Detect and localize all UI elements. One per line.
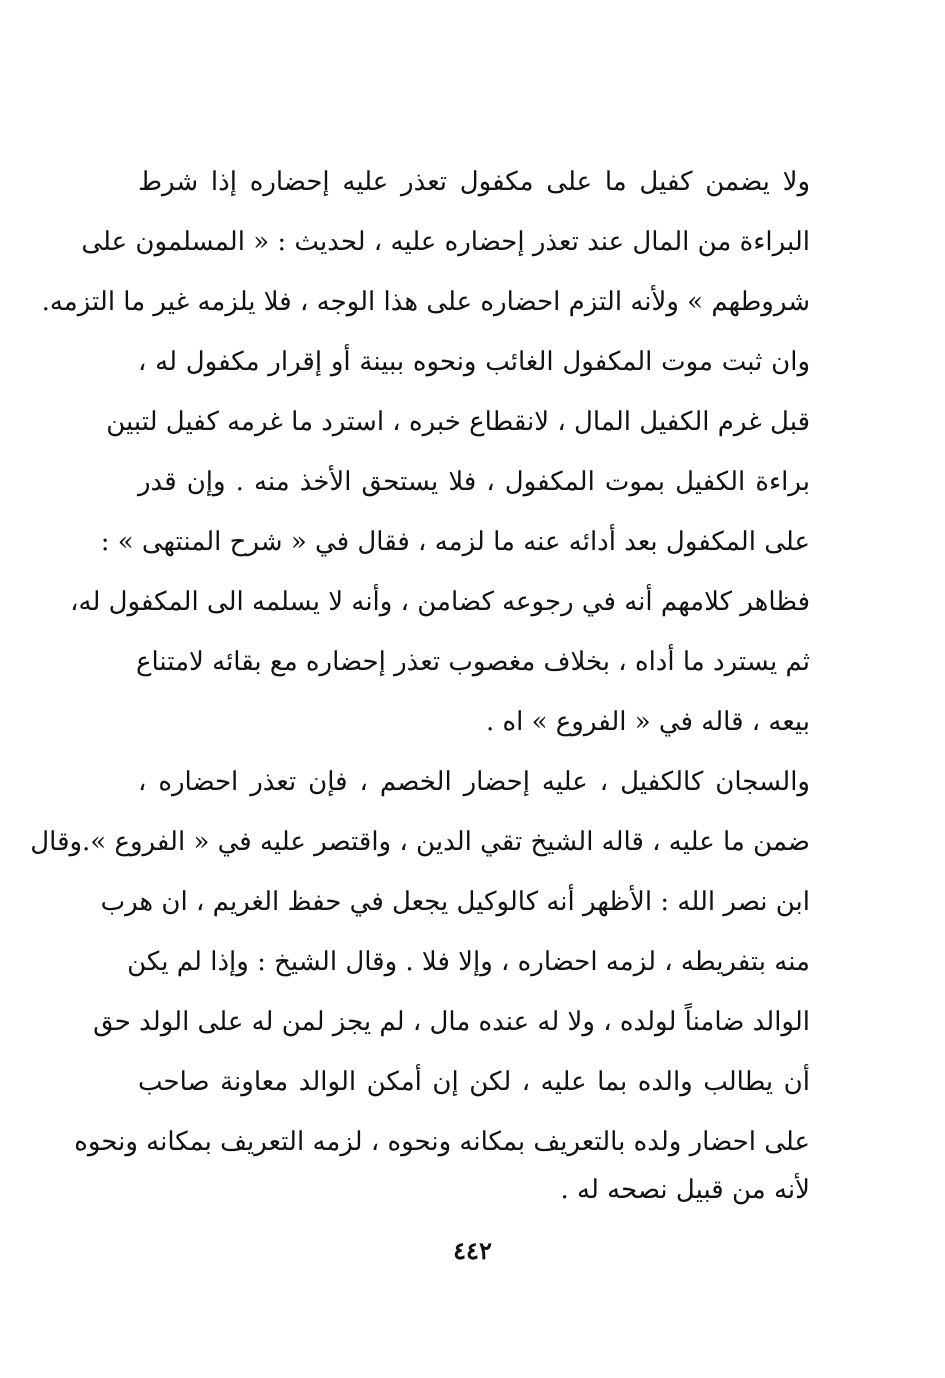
paragraph-1-line-2: البراءة من المال عند تعذر إحضاره عليه ، لحديث : « المسلمون على — [81, 227, 810, 257]
body-text — [30, 0, 810, 1378]
paragraph-1-line-8: فظاهر كلامهم أنه في رجوعه كضامن ، وأنه لا يسلمه الى المكفول له، — [70, 587, 810, 617]
paragraph-2-line-4: منه بتفريطه ، لزمه احضاره ، وإلا فلا . وقال الشيخ : وإذا لم يكن — [127, 947, 810, 977]
page-number: ٤٤٢ — [453, 1236, 492, 1265]
paragraph-2-line-6: أن يطالب والده بما عليه ، لكن إن أمكن الوالد معاونة صاحب — [138, 1067, 810, 1097]
paragraph-1-line-4: وان ثبت موت المكفول الغائب ونحوه ببينة أو إقرار مكفول له ، — [138, 347, 810, 377]
paragraph-1-line-3: شروطهم » ولأنه التزم احضاره على هذا الوجه ، فلا يلزمه غير ما التزمه. — [41, 287, 810, 317]
paragraph-1-line-9: ثم يسترد ما أداه ، بخلاف مغصوب تعذر إحضاره مع بقائه لامتناع — [135, 647, 810, 677]
paragraph-1-line-6: براءة الكفيل بموت المكفول ، فلا يستحق الأخذ منه . وإن قدر — [138, 467, 810, 497]
paragraph-2-line-8: لأنه من قبيل نصحه له . — [560, 1175, 810, 1205]
paragraph-2-line-7: على احضار ولده بالتعريف بمكانه ونحوه ، لزمه التعريف بمكانه ونحوه — [74, 1127, 810, 1157]
paragraph-2-line-1: والسجان كالكفيل ، عليه إحضار الخصم ، فإن تعذر احضاره ، — [138, 767, 810, 797]
paragraph-2-line-2: ضمن ما عليه ، قاله الشيخ تقي الدين ، واقتصر عليه في « الفروع ».وقال — [30, 827, 810, 857]
paragraph-1-line-7: على المكفول بعد أدائه عنه ما لزمه ، فقال في « شرح المنتهى » : — [100, 527, 810, 557]
paragraph-2-line-5: الوالد ضامناً لولده ، ولا له عنده مال ، لم يجز لمن له على الولد حق — [93, 1007, 810, 1037]
paragraph-1-line-1: ولا يضمن كفيل ما على مكفول تعذر عليه إحضاره إذا شرط — [138, 167, 810, 197]
paragraph-1-line-5: قبل غرم الكفيل المال ، لانقطاع خبره ، استرد ما غرمه كفيل لتبين — [106, 407, 810, 437]
paragraph-2-line-3: ابن نصر الله : الأظهر أنه كالوكيل يجعل في حفظ الغريم ، ان هرب — [100, 887, 810, 917]
paragraph-1-line-10: بيعه ، قاله في « الفروع » اه . — [485, 707, 810, 737]
